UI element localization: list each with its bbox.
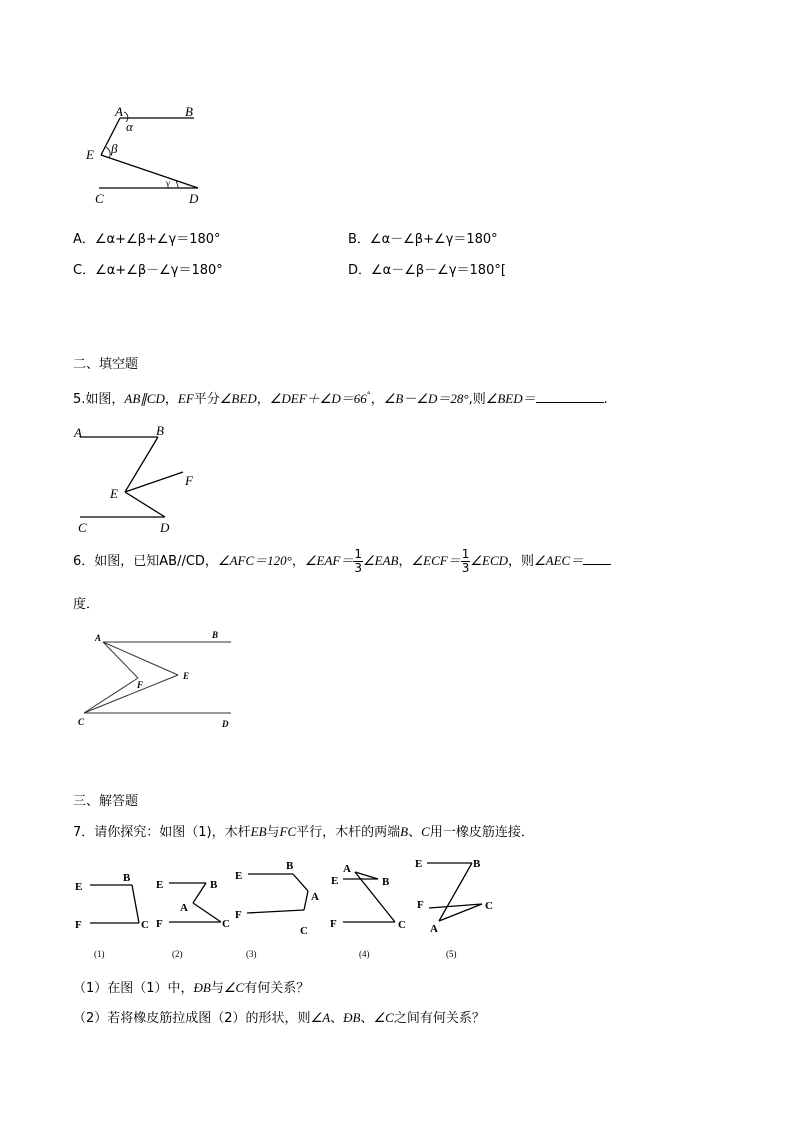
q5-bisects: 平分: [193, 392, 220, 407]
q7f2-label-a: A: [180, 902, 188, 914]
q7f3-label-b: B: [286, 860, 294, 872]
q6-line-af: [103, 642, 138, 678]
q6-angle-afc: ∠AFC＝120°: [217, 553, 292, 568]
q7f1-label-b: B: [123, 872, 131, 884]
q7f3-line-ac: [304, 891, 308, 910]
q6-label-e: E: [183, 671, 190, 681]
q7-sub-1: [73, 977, 309, 996]
q4-figure: [80, 100, 220, 210]
q6-frac2-den: 3: [461, 561, 470, 575]
q4-option-b: B．∠α－∠β+∠γ＝180°: [348, 232, 498, 247]
q7-figure-2: [156, 879, 230, 930]
q7f2-label-b: B: [210, 879, 218, 891]
q4-option-d: D．∠α－∠β－∠γ＝180°[: [348, 263, 506, 278]
q7f3-line-fc: [247, 910, 304, 913]
q7f2-label-c: C: [222, 918, 230, 930]
q7-sub1-a: （1）在图（1）中，: [73, 981, 194, 996]
q6-unit: 度．: [73, 597, 100, 612]
q6-frac1-den: 3: [354, 561, 362, 575]
q5-label-e: E: [110, 486, 118, 501]
q7f4-label-c: C: [398, 919, 406, 931]
section-heading-solve: 三、解答题: [73, 794, 139, 809]
q7f2-label-e: E: [156, 879, 164, 891]
q7-figures: [72, 853, 502, 963]
q5-sep: ，: [164, 392, 178, 407]
q5-ask: ∠BED＝: [485, 391, 536, 406]
q5-sep2: ，: [256, 392, 270, 407]
q7-stem-b: B: [400, 824, 409, 839]
q6-label-c: C: [78, 717, 85, 727]
q4-label-a: A: [115, 104, 123, 119]
q5-angle-bed: ∠BED: [219, 391, 257, 406]
q6-angle-eaf: ∠EAF＝: [304, 553, 354, 568]
q7-stem-sep: 、: [408, 825, 422, 840]
q7-sub1-d: ∠C: [223, 980, 245, 995]
q6-text: [73, 543, 611, 580]
q7f5-label-b: B: [473, 858, 481, 870]
q4-label-beta: β: [111, 141, 118, 156]
q7f5-label-a: A: [430, 923, 438, 935]
q7f5-label-c: C: [485, 900, 493, 912]
q4-label-d: D: [189, 191, 199, 206]
q6-angle-ecd: ∠ECD: [470, 553, 508, 568]
q7-figure-4: [330, 863, 406, 931]
q7f5-label-f: F: [417, 899, 424, 911]
q7f3-label-c: C: [300, 925, 308, 937]
q5-text: [73, 388, 608, 407]
q7-sub1-c: 与: [210, 981, 224, 996]
q6-fraction-1: [353, 548, 363, 575]
q7-sub2-g: 之间有何关系？: [393, 1011, 485, 1026]
q7f3-label-e: E: [235, 870, 243, 882]
q7f3-label-f: F: [235, 909, 242, 921]
q7-stem-c: C: [421, 824, 430, 839]
q7-sub2-f: ∠C: [373, 1010, 394, 1025]
q5-eq1: ∠DEF＋∠D＝66: [269, 391, 367, 406]
q7f1-label-e: E: [75, 881, 83, 893]
q6-angle-aec: ∠AEC＝: [534, 553, 584, 568]
q7f2-line-ac: [193, 903, 221, 922]
q7f3-label-a: A: [311, 891, 319, 903]
q7f4-label-f: F: [330, 918, 337, 930]
q5-ef: EF: [177, 391, 194, 406]
q4-line-ed: [101, 155, 198, 188]
q7-figure-3: [235, 860, 319, 937]
q5-answer-blank[interactable]: [536, 390, 604, 403]
q5-eq2: ∠B－∠D＝28°: [383, 391, 469, 406]
q6-label-a: A: [95, 633, 102, 643]
q5-sep3: ，: [370, 392, 384, 407]
q6-fraction-2: [461, 548, 471, 575]
q7f5-label-e: E: [415, 858, 423, 870]
q6-number: 6．如图，已知AB//CD，: [73, 554, 218, 569]
q4-label-gamma: γ: [166, 178, 170, 188]
q7-caption-4: (4): [359, 949, 370, 959]
q4-label-b: B: [185, 104, 193, 119]
q5-label-c: C: [78, 520, 87, 535]
q7-stem-eb: EB: [250, 824, 267, 839]
q7f4-label-e: E: [331, 875, 339, 887]
q7-sub2-a: （2）若将橡皮筋拉成图（2）的形状，则: [73, 1011, 311, 1026]
section-heading-fill-in: 二、填空题: [73, 357, 139, 372]
q4-option-a: A．∠α+∠β+∠γ＝180°: [73, 232, 221, 247]
q5-label-f: F: [185, 473, 193, 488]
q5-parallel: AB∥CD: [124, 391, 165, 406]
q7-stem-1: 7．请你探究：如图（1)，木杆: [73, 825, 251, 840]
q7f4-label-b: B: [382, 876, 390, 888]
q6-frac2-num: 1: [461, 547, 470, 561]
q6-frac1-num: 1: [354, 547, 362, 561]
q7f1-line-bc: [132, 885, 139, 923]
q6-line-fc: [84, 678, 138, 713]
q7-caption-5: (5): [446, 949, 457, 959]
q7-caption-3: (3): [246, 949, 257, 959]
q6-angle-eab: ∠EAB: [362, 553, 399, 568]
q7-sub1-e: 有何关系？: [244, 981, 310, 996]
q7f2-label-f: F: [156, 918, 163, 930]
q6-answer-blank[interactable]: [583, 552, 611, 565]
q7-stem-3: 用一橡皮筋连接．: [429, 825, 534, 840]
q4-option-c: C．∠α+∠β－∠γ＝180°: [73, 263, 223, 278]
q6-line-ae: [103, 642, 178, 675]
q5-label-b: B: [156, 423, 164, 438]
q7-sub-2: [73, 1007, 485, 1026]
q6-line-ec: [84, 675, 178, 713]
q6-label-f: F: [137, 680, 144, 690]
q6-sep1: ，: [291, 554, 305, 569]
q7-stem: [73, 821, 534, 840]
q6-sep2: ，: [398, 554, 412, 569]
q6-label-b: B: [212, 630, 219, 640]
q5-number: 5.如图，: [73, 392, 125, 407]
q5-then: ,则: [468, 392, 486, 407]
q5-period: .: [603, 392, 608, 407]
q4-arc-gamma: [176, 181, 178, 188]
q7-stem-2: 平行，木杆的两端: [296, 825, 401, 840]
q6-figure: [74, 630, 239, 732]
q5-label-d: D: [160, 520, 170, 535]
q5-label-a: A: [74, 425, 82, 440]
q7f1-label-c: C: [141, 919, 149, 931]
q5-line-ef: [125, 472, 183, 492]
q7-caption-1: (1): [94, 949, 105, 959]
q6-then: ，则: [508, 554, 535, 569]
q7-caption-2: (2): [172, 949, 183, 959]
q6-label-d: D: [222, 719, 229, 729]
q7f4-label-a: A: [343, 863, 351, 875]
q7-sub2-c: 、: [330, 1011, 344, 1026]
q7f2-line-ba: [193, 883, 206, 903]
q7-sub2-e: 、: [360, 1011, 374, 1026]
q7f3-line-ba: [293, 874, 308, 891]
q4-label-e: E: [86, 147, 94, 162]
q7-sub1-b: ÐB: [193, 980, 211, 995]
q7-sub2-b: ∠A: [310, 1010, 331, 1025]
q4-label-alpha: α: [126, 119, 133, 134]
q6-angle-ecf: ∠ECF＝: [411, 553, 461, 568]
q5-figure: [72, 422, 202, 540]
q5-line-ed: [125, 492, 165, 517]
q7-figure-1: [75, 872, 149, 931]
q5-line-be: [125, 437, 158, 492]
q7-stem-fc: FC: [279, 824, 297, 839]
q7-stem-and: 与: [266, 825, 280, 840]
q7f5-line-ba: [439, 863, 472, 921]
q5-eq1-degree: °: [366, 390, 371, 400]
q7-figure-5: [415, 858, 493, 935]
q7-sub2-d: ÐB: [343, 1010, 361, 1025]
q4-label-c: C: [95, 191, 104, 206]
q7f1-label-f: F: [75, 919, 82, 931]
